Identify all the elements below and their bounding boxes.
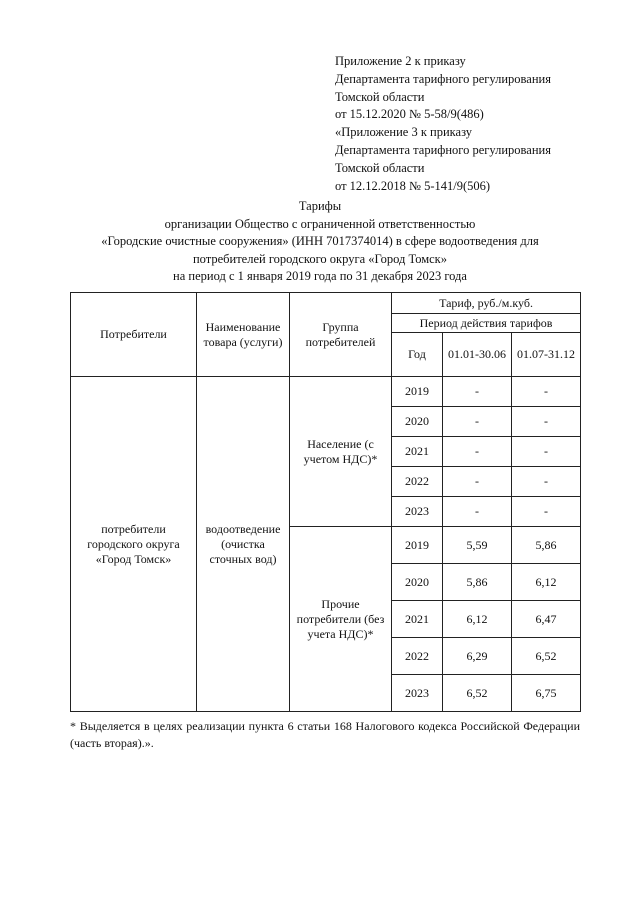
tariff-h2-cell: - <box>512 437 581 467</box>
tariff-h1-cell: 5,86 <box>443 564 512 601</box>
tariff-h1-cell: - <box>443 407 512 437</box>
year-cell: 2022 <box>392 467 443 497</box>
header-line: Томской области <box>335 89 425 104</box>
tariff-h2-cell: 6,75 <box>512 675 581 712</box>
consumer-cell: потребители городского округа «Город Томск» <box>71 377 197 712</box>
header-line: от 12.12.2018 № 5-141/9(506) <box>335 178 491 193</box>
header-line: Томской области <box>335 160 425 175</box>
tariff-h1-cell: 5,59 <box>443 527 512 564</box>
tariff-h2-cell: 6,52 <box>512 638 581 675</box>
tariff-h2-cell: 5,86 <box>512 527 581 564</box>
tariff-h2-cell: 6,12 <box>512 564 581 601</box>
group-cell-other: Прочие потребители (без учета НДС)* <box>290 527 392 712</box>
year-cell: 2021 <box>392 437 443 467</box>
tariff-h1-cell: - <box>443 437 512 467</box>
title-line: организации Общество с ограниченной ответственностью <box>164 216 476 231</box>
order-reference-header <box>335 53 625 195</box>
col-header-consumers: Потребители <box>71 293 197 377</box>
year-cell: 2019 <box>392 527 443 564</box>
col-header-period: Период действия тарифов <box>392 314 581 333</box>
tariff-h2-cell: 6,47 <box>512 601 581 638</box>
tariff-h1-cell: 6,52 <box>443 675 512 712</box>
group-cell-population: Население (с учетом НДС)* <box>290 377 392 527</box>
tariff-table <box>70 292 581 712</box>
col-header-group: Группа потребителей <box>290 293 392 377</box>
tariff-h1-cell: - <box>443 467 512 497</box>
tariff-h1-cell: - <box>443 377 512 407</box>
year-cell: 2022 <box>392 638 443 675</box>
tariff-h1-cell: 6,29 <box>443 638 512 675</box>
tariff-h2-cell: - <box>512 407 581 437</box>
product-cell: водоотведение (очистка сточных вод) <box>197 377 290 712</box>
header-line: от 15.12.2020 № 5-58/9(486) <box>335 107 484 122</box>
col-header-tariff: Тариф, руб./м.куб. <box>392 293 581 314</box>
tariff-h1-cell: - <box>443 497 512 527</box>
tariff-h2-cell: - <box>512 377 581 407</box>
header-line: Департамента тарифного регулирования <box>335 142 551 157</box>
document-title <box>60 198 580 286</box>
header-line: «Приложение 3 к приказу <box>335 125 473 140</box>
year-cell: 2023 <box>392 497 443 527</box>
year-cell: 2023 <box>392 675 443 712</box>
year-cell: 2020 <box>392 564 443 601</box>
tariff-h2-cell: - <box>512 467 581 497</box>
tariff-h1-cell: 6,12 <box>443 601 512 638</box>
col-header-h1: 01.01-30.06 <box>443 333 512 377</box>
col-header-h2: 01.07-31.12 <box>512 333 581 377</box>
header-line: Приложение 2 к приказу <box>335 54 466 68</box>
tariff-h2-cell: - <box>512 497 581 527</box>
year-cell: 2020 <box>392 407 443 437</box>
footnote: * Выделяется в целях реализации пункта 6 статьи 168 Налогового кодекса Российской Федерации (часть вторая).». <box>70 719 580 750</box>
table-row <box>71 377 581 407</box>
col-header-product: Наименование товара (услуги) <box>197 293 290 377</box>
title-line: потребителей городского округа «Город Томск» <box>192 251 448 266</box>
year-cell: 2021 <box>392 601 443 638</box>
col-header-year: Год <box>392 333 443 377</box>
title-line: «Городские очистные сооружения» (ИНН 7017374014) в сфере водоотведения для <box>101 234 539 248</box>
year-cell: 2019 <box>392 377 443 407</box>
title-line: Тарифы <box>298 199 342 213</box>
header-line: Департамента тарифного регулирования <box>335 71 551 86</box>
title-line: на период с 1 января 2019 года по 31 декабря 2023 года <box>173 269 467 283</box>
